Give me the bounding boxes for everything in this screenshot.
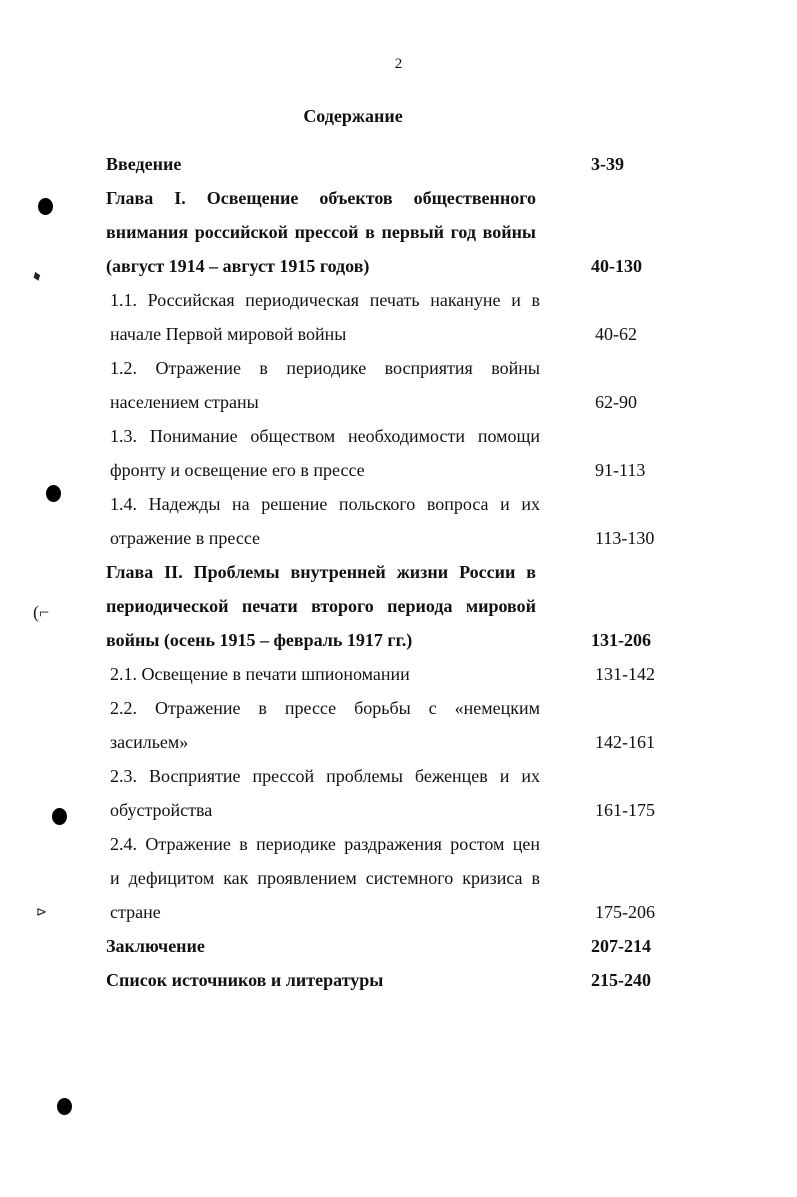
toc-entry-pages: 3-39 xyxy=(591,154,624,174)
binding-hole xyxy=(52,808,67,825)
toc-entry-pages: 91-113 xyxy=(595,460,646,480)
toc-entry-pages: 62-90 xyxy=(595,392,637,412)
toc-entry-line: 1.1. Российская периодическая печать накануне и в xyxy=(110,290,540,310)
toc-entry-line: 2.2. Отражение в прессе борьбы с «немецким xyxy=(110,698,540,718)
toc-entry xyxy=(106,929,666,963)
toc-entry-line: внимания российской прессой в первый год войны xyxy=(106,222,536,242)
toc-entry-text xyxy=(106,487,540,555)
toc-entry-text xyxy=(106,691,540,759)
toc-entry-line: 1.2. Отражение в периодике восприятия войны xyxy=(110,358,540,378)
page-number: 2 xyxy=(394,56,403,72)
toc-entry-line: Глава I. Освещение объектов общественного xyxy=(106,188,536,208)
toc-entry-line: Введение xyxy=(106,154,182,174)
toc-entry-pages: 113-130 xyxy=(595,528,655,548)
toc-entry-pages: 207-214 xyxy=(591,936,651,956)
toc-entry xyxy=(106,147,666,181)
toc-entry-line: фронту и освещение его в прессе xyxy=(110,460,365,480)
toc-entry-text xyxy=(106,351,540,419)
binding-hole xyxy=(46,485,61,502)
toc-entry-line: (август 1914 – август 1915 годов) xyxy=(106,256,370,276)
toc-entry-text xyxy=(106,283,540,351)
toc-entry-line: и дефицитом как проявлением системного кризиса в xyxy=(110,868,540,888)
toc-entry xyxy=(106,351,666,419)
toc-entry-line: 2.3. Восприятие прессой проблемы беженцев и их xyxy=(110,766,540,786)
binding-hole xyxy=(38,198,53,215)
toc-entry-text xyxy=(106,147,536,181)
toc-entry-line: стране xyxy=(110,902,161,922)
toc-entry-line: начале Первой мировой войны xyxy=(110,324,347,344)
toc-entry xyxy=(106,759,666,827)
toc-entry-line: обустройства xyxy=(110,800,213,820)
toc-entry xyxy=(106,963,666,997)
toc-entry xyxy=(106,555,666,657)
toc-entry-text xyxy=(106,929,536,963)
margin-mark: ♦ xyxy=(30,267,44,286)
toc-entry-line: населением страны xyxy=(110,392,259,412)
toc-entry xyxy=(106,283,666,351)
toc-title: Содержание xyxy=(303,106,403,126)
toc-entry-line: Глава II. Проблемы внутренней жизни России в xyxy=(106,562,536,582)
toc-entry-text xyxy=(106,419,540,487)
toc-entry-line: Заключение xyxy=(106,936,205,956)
toc-entry-pages: 131-206 xyxy=(591,630,651,650)
margin-mark: ⊳ xyxy=(36,904,47,919)
toc-entry-line: 1.4. Надежды на решение польского вопроса и их xyxy=(110,494,540,514)
toc-entry-line: 2.1. Освещение в печати шпиономании xyxy=(110,664,410,684)
toc-entry-text xyxy=(106,963,536,997)
toc-entry-pages: 142-161 xyxy=(595,732,655,752)
toc-entry-line: Список источников и литературы xyxy=(106,970,384,990)
toc-entry-pages: 40-62 xyxy=(595,324,637,344)
toc-entry-text xyxy=(106,555,536,657)
toc-entry-pages: 161-175 xyxy=(595,800,655,820)
toc-entry-pages: 131-142 xyxy=(595,664,655,684)
toc-entry-pages: 215-240 xyxy=(591,970,651,990)
toc-entry-pages: 175-206 xyxy=(595,902,655,922)
toc-entry-line: засильем» xyxy=(110,732,189,752)
toc-entry-line: отражение в прессе xyxy=(110,528,261,548)
table-of-contents xyxy=(106,147,666,997)
toc-entry-line: войны (осень 1915 – февраль 1917 гг.) xyxy=(106,630,413,650)
toc-entry xyxy=(106,827,666,929)
toc-entry-text xyxy=(106,759,540,827)
margin-mark: (⌐ xyxy=(33,602,50,622)
toc-entry-text xyxy=(106,827,540,929)
toc-entry-text xyxy=(106,657,540,691)
toc-entry-line: периодической печати второго периода мировой xyxy=(106,596,536,616)
toc-entry xyxy=(106,487,666,555)
toc-entry-line: 2.4. Отражение в периодике раздражения ростом цен xyxy=(110,834,540,854)
toc-entry xyxy=(106,691,666,759)
toc-entry xyxy=(106,419,666,487)
toc-entry-line: 1.3. Понимание обществом необходимости помощи xyxy=(110,426,540,446)
toc-entry-pages: 40-130 xyxy=(591,256,642,276)
toc-entry-text xyxy=(106,181,536,283)
toc-entry xyxy=(106,657,666,691)
binding-hole xyxy=(57,1098,72,1115)
toc-entry xyxy=(106,181,666,283)
